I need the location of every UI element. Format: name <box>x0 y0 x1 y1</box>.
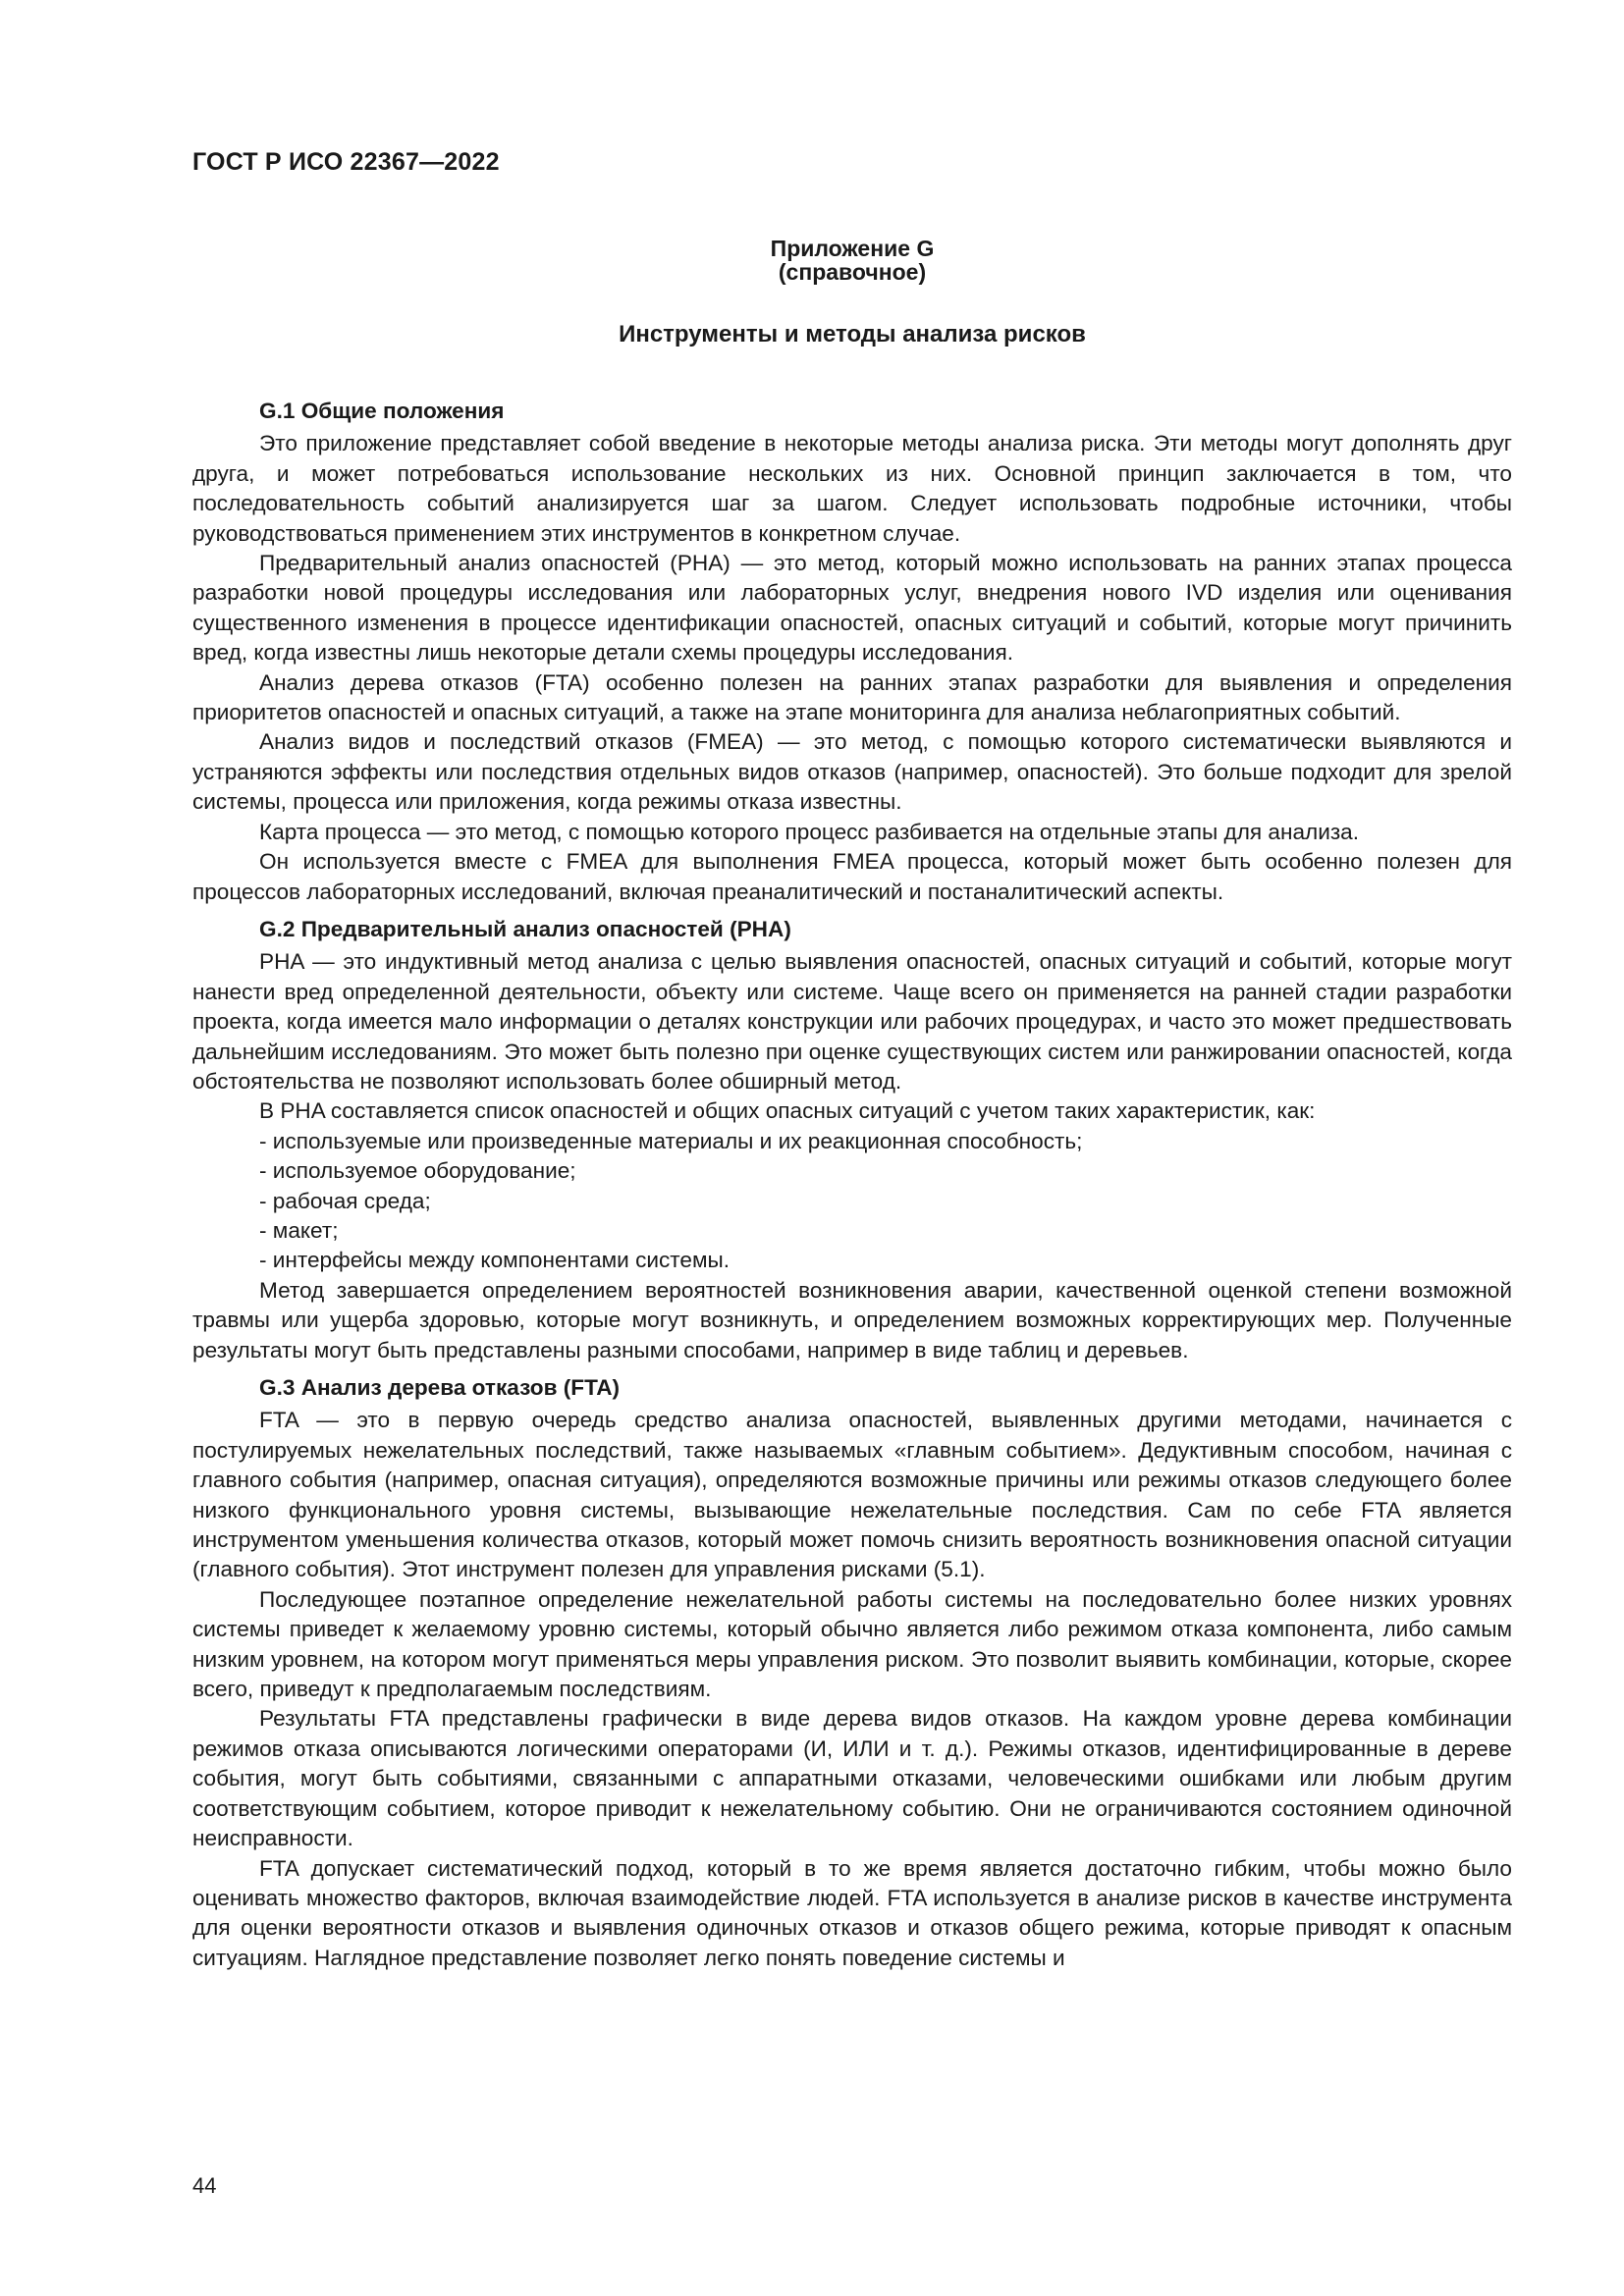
paragraph: Анализ видов и последствий отказов (FMEA) — это метод, с помощью которого систематически выявляются и устраняются эффекты или последствия отдельных видов отказов (например, опасностей). Это больше подходит для зрелой системы, процесса или приложения, когда режимы отказа известны. <box>192 729 1512 815</box>
section-g2 <box>192 915 1512 1365</box>
paragraph: PHA — это индуктивный метод анализа с целью выявления опасностей, опасных ситуаций и событий, которые могут нанести вред определенной деятельности, объекту или системе. Чаще всего он применяется на ранней стадии разработки проекта, когда имеется мало информации о деталях конструкции или рабочих процедурах, и часто это может предшествовать дальнейшим исследованиям. Это может быть полезно при оценке существующих систем или ранжировании опасностей, когда обстоятельства не позволяют использовать более обширный метод. <box>192 949 1512 1094</box>
list-item: - рабочая среда; <box>259 1188 431 1213</box>
paragraph: FTA — это в первую очередь средство анализа опасностей, выявленных другими методами, начинается с постулируемых нежелательных последствий, также называемых «главным событием». Дедуктивным способом, начиная с главного события (например, опасная ситуация), определяются возможные причины или режимы отказов следующего более низкого функционального уровня системы, вызывающие нежелательные последствия. Сам по себе FTA является инструментом уменьшения количества отказов, который может помочь снизить вероятность возникновения опасной ситуации (главного события). Этот инструмент полезен для управления рисками (5.1). <box>192 1408 1512 1582</box>
section-heading: G.1 Общие положения <box>259 399 505 423</box>
paragraph: Последующее поэтапное определение нежелательной работы системы на последовательно более низких уровнях системы приведет к желаемому уровню системы, который обычно является либо режимом отказа компонента, либо самым низким уровнем, на котором могут применяться меры управления риском. Это позволит выявить комбинации, которые, скорее всего, приведут к предполагаемым последствиям. <box>192 1586 1512 1702</box>
document-code: ГОСТ Р ИСО 22367—2022 <box>192 148 500 176</box>
list-item: - используемое оборудование; <box>259 1158 576 1184</box>
paragraph: FTA допускает систематический подход, который в то же время является достаточно гибким, чтобы можно было оценивать множество факторов, включая взаимодействие людей. FTA используется в анализе рисков в качестве инструмента для оценки вероятности отказов и выявления одиночных отказов и отказов общего режима, которые приводят к опасным ситуациям. Наглядное представление позволяет легко понять поведение системы и <box>192 1855 1512 1970</box>
section-heading: G.3 Анализ дерева отказов (FTA) <box>259 1375 621 1400</box>
paragraph: Это приложение представляет собой введение в некоторые методы анализа риска. Эти методы могут дополнять друг друга, и может потребоваться использование нескольких из них. Основной принцип заключается в том, что последовательность событий анализируется шаг за шагом. Следует использовать подробные источники, чтобы руководствоваться применением этих инструментов в конкретном случае. <box>192 431 1512 546</box>
annex-name: Инструменты и методы анализа рисков <box>619 321 1086 347</box>
paragraph: Карта процесса — это метод, с помощью которого процесс разбивается на отдельные этапы для анализа. <box>259 819 1360 844</box>
paragraph: В PHA составляется список опасностей и общих опасных ситуаций с учетом таких характеристик, как: <box>259 1098 1316 1124</box>
paragraph: Анализ дерева отказов (FTA) особенно полезен на ранних этапах разработки для выявления и определения приоритетов опасностей и опасных ситуаций, а также на этапе мониторинга для анализа неблагоприятных событий. <box>192 669 1512 725</box>
paragraph: Результаты FTA представлены графически в виде дерева видов отказов. На каждом уровне дерева комбинации режимов отказа описываются логическими операторами (И, ИЛИ и т. д.). Режимы отказов, идентифицированные в дереве события, могут быть событиями, связанными с аппаратными отказами, человеческими ошибками или любым другим соответствующим событием, которое приводит к нежелательному событию. Они не ограничиваются состоянием одиночной неисправности. <box>192 1706 1512 1851</box>
characteristics-list <box>192 1127 1512 1276</box>
paragraph: Он используется вместе с FMEA для выполнения FMEA процесса, который может быть особенно полезен для процессов лабораторных исследований, включая преаналитический и постаналитический аспекты. <box>192 849 1512 904</box>
section-g3 <box>192 1373 1512 1973</box>
page-number: 44 <box>192 2173 217 2198</box>
paragraph: Предварительный анализ опасностей (PHA) — это метод, который можно использовать на ранних этапах процесса разработки новой процедуры исследования или лабораторных услуг, внедрения нового IVD изделия или оценивания существенного изменения в процессе идентификации опасностей, опасных ситуаций и событий, которые могут причинить вред, когда известны лишь некоторые детали схемы процедуры исследования. <box>192 551 1512 666</box>
list-item: - интерфейсы между компонентами системы. <box>259 1248 731 1273</box>
section-heading: G.2 Предварительный анализ опасностей (PHA) <box>259 916 791 941</box>
annex-title: Приложение G <box>770 236 935 261</box>
annex-kind: (справочное) <box>778 259 927 285</box>
paragraph: Метод завершается определением вероятностей возникновения аварии, качественной оценкой степени возможной травмы или ущерба здоровью, которые могут возникнуть, и определением возможных корректирующих мер. Полученные результаты могут быть представлены разными способами, например в виде таблиц и деревьев. <box>192 1277 1512 1362</box>
document-body <box>192 397 1512 1973</box>
section-g1 <box>192 397 1512 907</box>
list-item: - макет; <box>259 1217 339 1243</box>
list-item: - используемые или произведенные материалы и их реакционная способность; <box>259 1128 1083 1153</box>
